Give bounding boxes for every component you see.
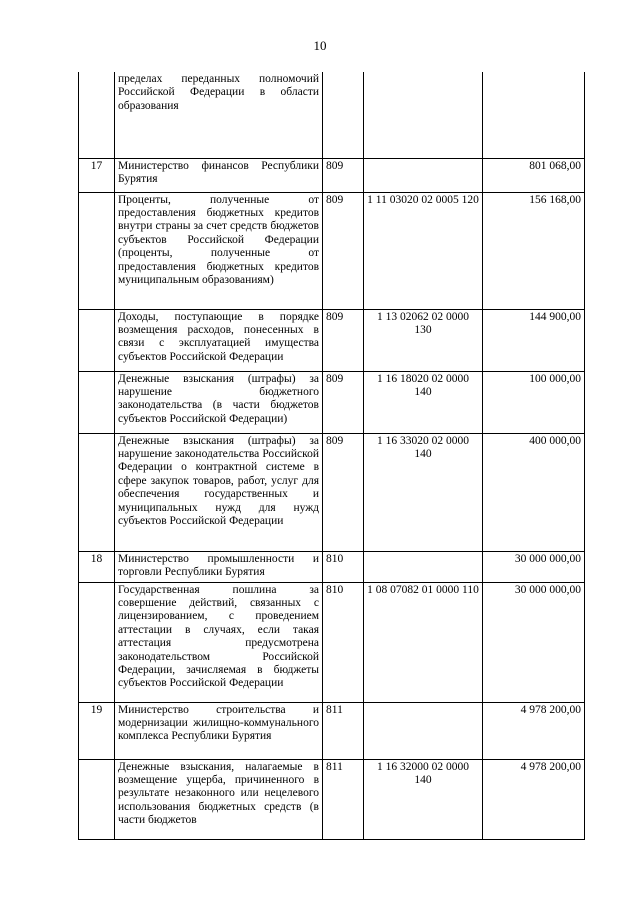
row-amount <box>483 72 585 158</box>
row-budget-code: 1 13 02062 02 0000 130 <box>364 309 483 371</box>
row-admin-code: 811 <box>323 759 364 839</box>
row-name: Государственная пошлина за совершение действий, связанных с лицензированием, с проведением аттестации в случаях, если такая аттестация предусмотрена законодательством Российской Федерации, зачисляемая в бюджеты субъектов Российской Федерации <box>115 582 323 702</box>
table-row <box>79 72 585 158</box>
row-number: 18 <box>79 551 115 582</box>
table-row <box>79 192 585 309</box>
table-row <box>79 551 585 582</box>
row-number: 17 <box>79 158 115 192</box>
table-row <box>79 702 585 759</box>
row-name: Денежные взыскания (штрафы) за нарушение бюджетного законодательства (в части бюджетов субъектов Российской Федерации) <box>115 371 323 433</box>
row-amount: 4 978 200,00 <box>483 759 585 839</box>
row-number <box>79 72 115 158</box>
row-admin-code <box>323 72 364 158</box>
row-admin-code: 809 <box>323 433 364 551</box>
row-budget-code: 1 08 07082 01 0000 110 <box>364 582 483 702</box>
row-admin-code: 809 <box>323 371 364 433</box>
table-row <box>79 582 585 702</box>
row-name: Доходы, поступающие в порядке возмещения расходов, понесенных в связи с эксплуатацией имущества субъектов Российской Федерации <box>115 309 323 371</box>
row-amount: 144 900,00 <box>483 309 585 371</box>
row-name: Министерство промышленности и торговли Республики Бурятия <box>115 551 323 582</box>
row-number <box>79 582 115 702</box>
row-admin-code: 810 <box>323 551 364 582</box>
row-number <box>79 192 115 309</box>
row-name: Министерство финансов Республики Бурятия <box>115 158 323 192</box>
row-budget-code <box>364 551 483 582</box>
table-row <box>79 309 585 371</box>
row-amount: 4 978 200,00 <box>483 702 585 759</box>
row-budget-code: 1 11 03020 02 0005 120 <box>364 192 483 309</box>
row-number <box>79 371 115 433</box>
row-amount: 156 168,00 <box>483 192 585 309</box>
table-row <box>79 371 585 433</box>
row-amount: 30 000 000,00 <box>483 582 585 702</box>
row-amount: 400 000,00 <box>483 433 585 551</box>
row-amount: 100 000,00 <box>483 371 585 433</box>
row-admin-code: 809 <box>323 158 364 192</box>
row-budget-code <box>364 158 483 192</box>
row-amount: 30 000 000,00 <box>483 551 585 582</box>
row-number <box>79 309 115 371</box>
row-admin-code: 810 <box>323 582 364 702</box>
row-budget-code: 1 16 32000 02 0000 140 <box>364 759 483 839</box>
row-name: пределах переданных полномочий Российской Федерации в области образования <box>115 72 323 158</box>
table-row <box>79 759 585 839</box>
row-number: 19 <box>79 702 115 759</box>
row-admin-code: 811 <box>323 702 364 759</box>
page-number: 10 <box>313 38 327 53</box>
row-admin-code: 809 <box>323 309 364 371</box>
row-name: Министерство строительства и модернизации жилищно-коммунального комплекса Республики Бурятия <box>115 702 323 759</box>
row-budget-code <box>364 72 483 158</box>
row-admin-code: 809 <box>323 192 364 309</box>
row-name: Проценты, полученные от предоставления бюджетных кредитов внутри страны за счет средств бюджетов субъектов Российской Федерации (проценты, полученные от предоставления бюджетных кредитов муниципальным образованиям) <box>115 192 323 309</box>
row-name: Денежные взыскания (штрафы) за нарушение законодательства Российской Федерации о контрактной системе в сфере закупок товаров, работ, услуг для обеспечения государственных и муниципальных нужд для нужд субъектов Российской Федерации <box>115 433 323 551</box>
row-number <box>79 759 115 839</box>
row-budget-code: 1 16 33020 02 0000 140 <box>364 433 483 551</box>
row-amount: 801 068,00 <box>483 158 585 192</box>
revenue-table <box>78 72 585 840</box>
table-row <box>79 433 585 551</box>
row-name: Денежные взыскания, налагаемые в возмещение ущерба, причиненного в результате незаконного или нецелевого использования бюджетных средств (в части бюджетов <box>115 759 323 839</box>
row-budget-code <box>364 702 483 759</box>
row-number <box>79 433 115 551</box>
table-row <box>79 158 585 192</box>
row-budget-code: 1 16 18020 02 0000 140 <box>364 371 483 433</box>
